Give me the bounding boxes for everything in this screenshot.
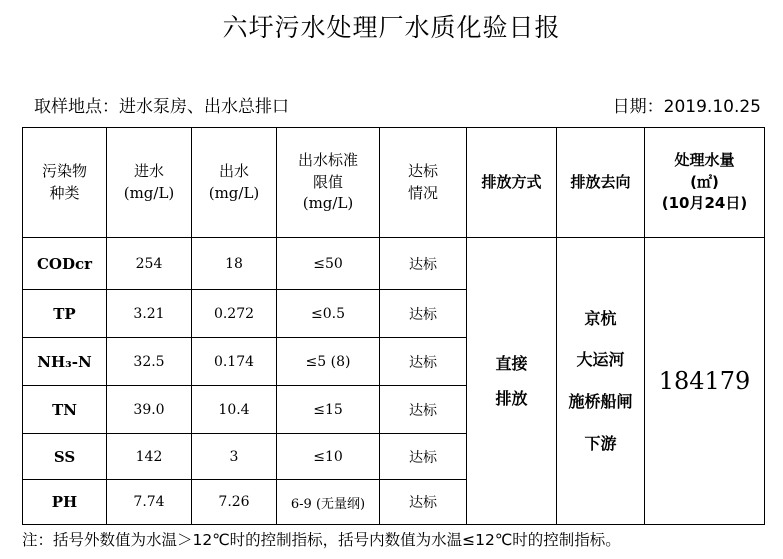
header-line: 出水标准 — [297, 150, 358, 169]
cell-pollutant: NH₃-N — [23, 338, 107, 386]
water-quality-table — [22, 127, 765, 525]
header-line: 排放方式 — [481, 172, 542, 191]
header-limit — [277, 128, 380, 238]
header-line: (㎡) — [690, 172, 719, 191]
destination-line: 大运河 — [576, 350, 625, 370]
cell-limit: ≤50 — [277, 238, 380, 290]
header-line: 达标 — [407, 161, 438, 180]
header-discharge-method — [467, 128, 557, 238]
cell-inflow: 7.74 — [107, 480, 192, 525]
cell-outflow: 18 — [192, 238, 277, 290]
cell-inflow: 32.5 — [107, 338, 192, 386]
cell-limit: ≤15 — [277, 386, 380, 434]
header-status — [380, 128, 467, 238]
header-discharge-destination — [557, 128, 645, 238]
cell-outflow: 0.272 — [192, 290, 277, 338]
cell-inflow: 142 — [107, 434, 192, 480]
header-row — [23, 128, 765, 238]
cell-pollutant: SS — [23, 434, 107, 480]
cell-pollutant: TP — [23, 290, 107, 338]
cell-inflow: 39.0 — [107, 386, 192, 434]
report-date: 日期：2019.10.25 — [612, 97, 761, 117]
header-treated-volume — [645, 128, 765, 238]
cell-status: 达标 — [380, 480, 467, 525]
cell-pollutant: TN — [23, 386, 107, 434]
cell-outflow: 3 — [192, 434, 277, 480]
cell-discharge-method — [467, 238, 557, 525]
header-line: 种类 — [49, 183, 80, 202]
cell-limit: ≤5 (8) — [277, 338, 380, 386]
report-title: 六圩污水处理厂水质化验日报 — [222, 13, 561, 42]
cell-limit: ≤0.5 — [277, 290, 380, 338]
destination-line: 京杭 — [584, 308, 617, 328]
cell-pollutant: PH — [23, 480, 107, 525]
cell-outflow: 10.4 — [192, 386, 277, 434]
header-line: (mg/L) — [302, 194, 354, 213]
header-inflow — [107, 128, 192, 238]
cell-outflow: 0.174 — [192, 338, 277, 386]
table-row — [23, 238, 765, 290]
cell-status: 达标 — [380, 434, 467, 480]
cell-limit: ≤10 — [277, 434, 380, 480]
header-pollutant — [23, 128, 107, 238]
header-line: 处理水量 — [674, 150, 735, 169]
header-line: 污染物 — [41, 161, 87, 180]
header-line: 情况 — [407, 183, 438, 202]
cell-treated-volume: 184179 — [645, 238, 765, 525]
cell-limit: 6-9 (无量纲) — [277, 480, 380, 525]
cell-discharge-destination — [557, 238, 645, 525]
cell-status: 达标 — [380, 290, 467, 338]
header-line: (mg/L) — [123, 183, 175, 202]
cell-inflow: 3.21 — [107, 290, 192, 338]
header-line: (mg/L) — [208, 183, 260, 202]
cell-status: 达标 — [380, 238, 467, 290]
cell-outflow: 7.26 — [192, 480, 277, 525]
cell-pollutant: CODcr — [23, 238, 107, 290]
header-line: 排放去向 — [570, 172, 631, 191]
header-outflow — [192, 128, 277, 238]
header-line: (10月24日) — [661, 194, 748, 213]
cell-status: 达标 — [380, 386, 467, 434]
discharge-method-line: 直接 — [495, 353, 528, 373]
discharge-method-line: 排放 — [495, 389, 528, 408]
footnote: 注：括号外数值为水温＞12℃时的控制指标，括号内数值为水温≤12℃时的控制指标。 — [22, 531, 621, 549]
sample-location: 取样地点：进水泵房、出水总排口 — [34, 97, 289, 117]
header-line: 进水 — [133, 161, 164, 180]
header-line: 限值 — [312, 172, 343, 191]
cell-status: 达标 — [380, 338, 467, 386]
header-line: 出水 — [218, 161, 249, 180]
cell-inflow: 254 — [107, 238, 192, 290]
destination-line: 施桥船闸 — [568, 392, 633, 411]
destination-line: 下游 — [584, 433, 617, 453]
